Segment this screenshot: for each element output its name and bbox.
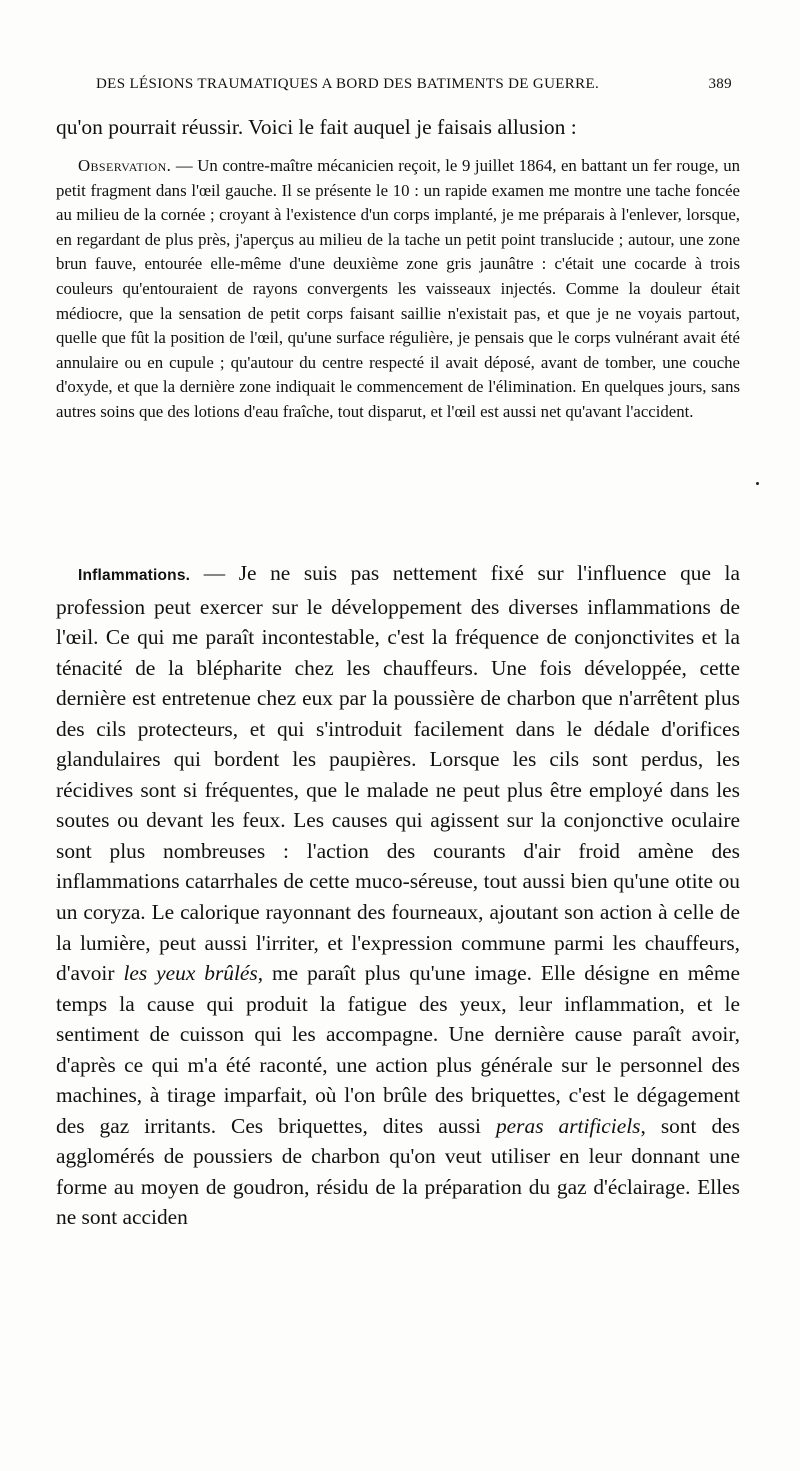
body-text-2: , me paraît plus qu'une image. Elle désigne en même temps la cause qui produit la fatigue des yeux, leur inflammation, et le sentiment de cuisson qui les accompagne. Une dernière cause paraît avoir, d'après ce qui m'a été raconté, une action plus générale sur le personnel des machines, à tirage imparfait, où l'on brûle des briquettes, c'est le dégagement des gaz irritants. Ces briquettes, dites aussi [56,961,740,1138]
inflammations-paragraph [56,558,740,1233]
running-head [96,76,732,102]
observation-text: — Un contre-maître mécanicien reçoit, le 9 juillet 1864, en battant un fer rouge, un petit fragment dans l'œil gauche. Il se présente le 10 : un rapide examen me montre une tache foncée au milieu de la cornée ; croyant à l'existence d'un corps implanté, je me préparais à l'enlever, lorsque, en regardant de plus près, j'aperçus au milieu de la tache un petit point translucide ; autour, une zone brun fauve, entourée elle-même d'une deuxième zone gris jaunâtre : c'était une cocarde à trois couleurs qu'entouraient de rayons convergents les vaisseaux injectés. Comme la douleur était médiocre, que la sensation de petit corps faisant saillie n'existait pas, et que je ne voyais partout, quelle que fût la position de l'œil, qu'une surface régulière, je pensais que le corps vulnérant avait été annulaire ou en cupule ; qu'autour du centre respecté il avait déposé, avant de tomber, une couche d'oxyde, et que la dernière zone indiquait le commencement de l'élimination. En quelques jours, sans autres soins que des lotions d'eau fraîche, tout disparut, et l'œil est aussi net qu'avant l'accident. [56,156,740,421]
body-text-3: , sont des agglomérés de poussiers de charbon qu'on veut utiliser en leur donnant une forme au moyen de goudron, résidu de la préparation du gaz d'éclairage. Elles ne sont acciden [56,1113,740,1230]
scan-speck [756,482,759,485]
observation-label: Observation. [78,156,172,175]
italic-phrase-2: peras artificiels [495,1113,641,1138]
body-text-1: — Je ne suis pas nettement fixé sur l'influence que la profession peut exercer sur le développement des diverses inflammations de l'œil. Ce qui me paraît incontestable, c'est la fréquence de conjonctivites et la ténacité de la blépharite chez les chauffeurs. Une fois développée, cette dernière est entretenue chez eux par la poussière de charbon que n'arrêtent plus des cils protecteurs, et qui s'introduit facilement dans le dédale d'orifices glandulaires qui bordent les paupières. Lorsque les cils sont perdus, les récidives sont si fréquentes, que le malade ne peut plus être employé dans les soutes ou devant les feux. Les causes qui agissent sur la conjonctive oculaire sont plus nombreuses : l'action des courants d'air froid amène des inflammations catarrhales de cette muco-séreuse, tout aussi bien qu'une otite ou un coryza. Le calorique rayonnant des fourneaux, ajoutant son action à celle de la lumière, peut aussi l'irriter, et l'expression commune parmi les chauffeurs, d'avoir [56,561,740,986]
running-title: DES LÉSIONS TRAUMATIQUES A BORD DES BATIMENTS DE GUERRE. [96,76,600,92]
page-number: 389 [708,76,732,92]
observation-paragraph [56,154,740,425]
section-heading: Inflammations. [78,567,191,584]
intro-line: qu'on pourrait réussir. Voici le fait auquel je faisais allusion : [56,115,577,139]
italic-phrase-1: les yeux brûlés [123,961,258,986]
